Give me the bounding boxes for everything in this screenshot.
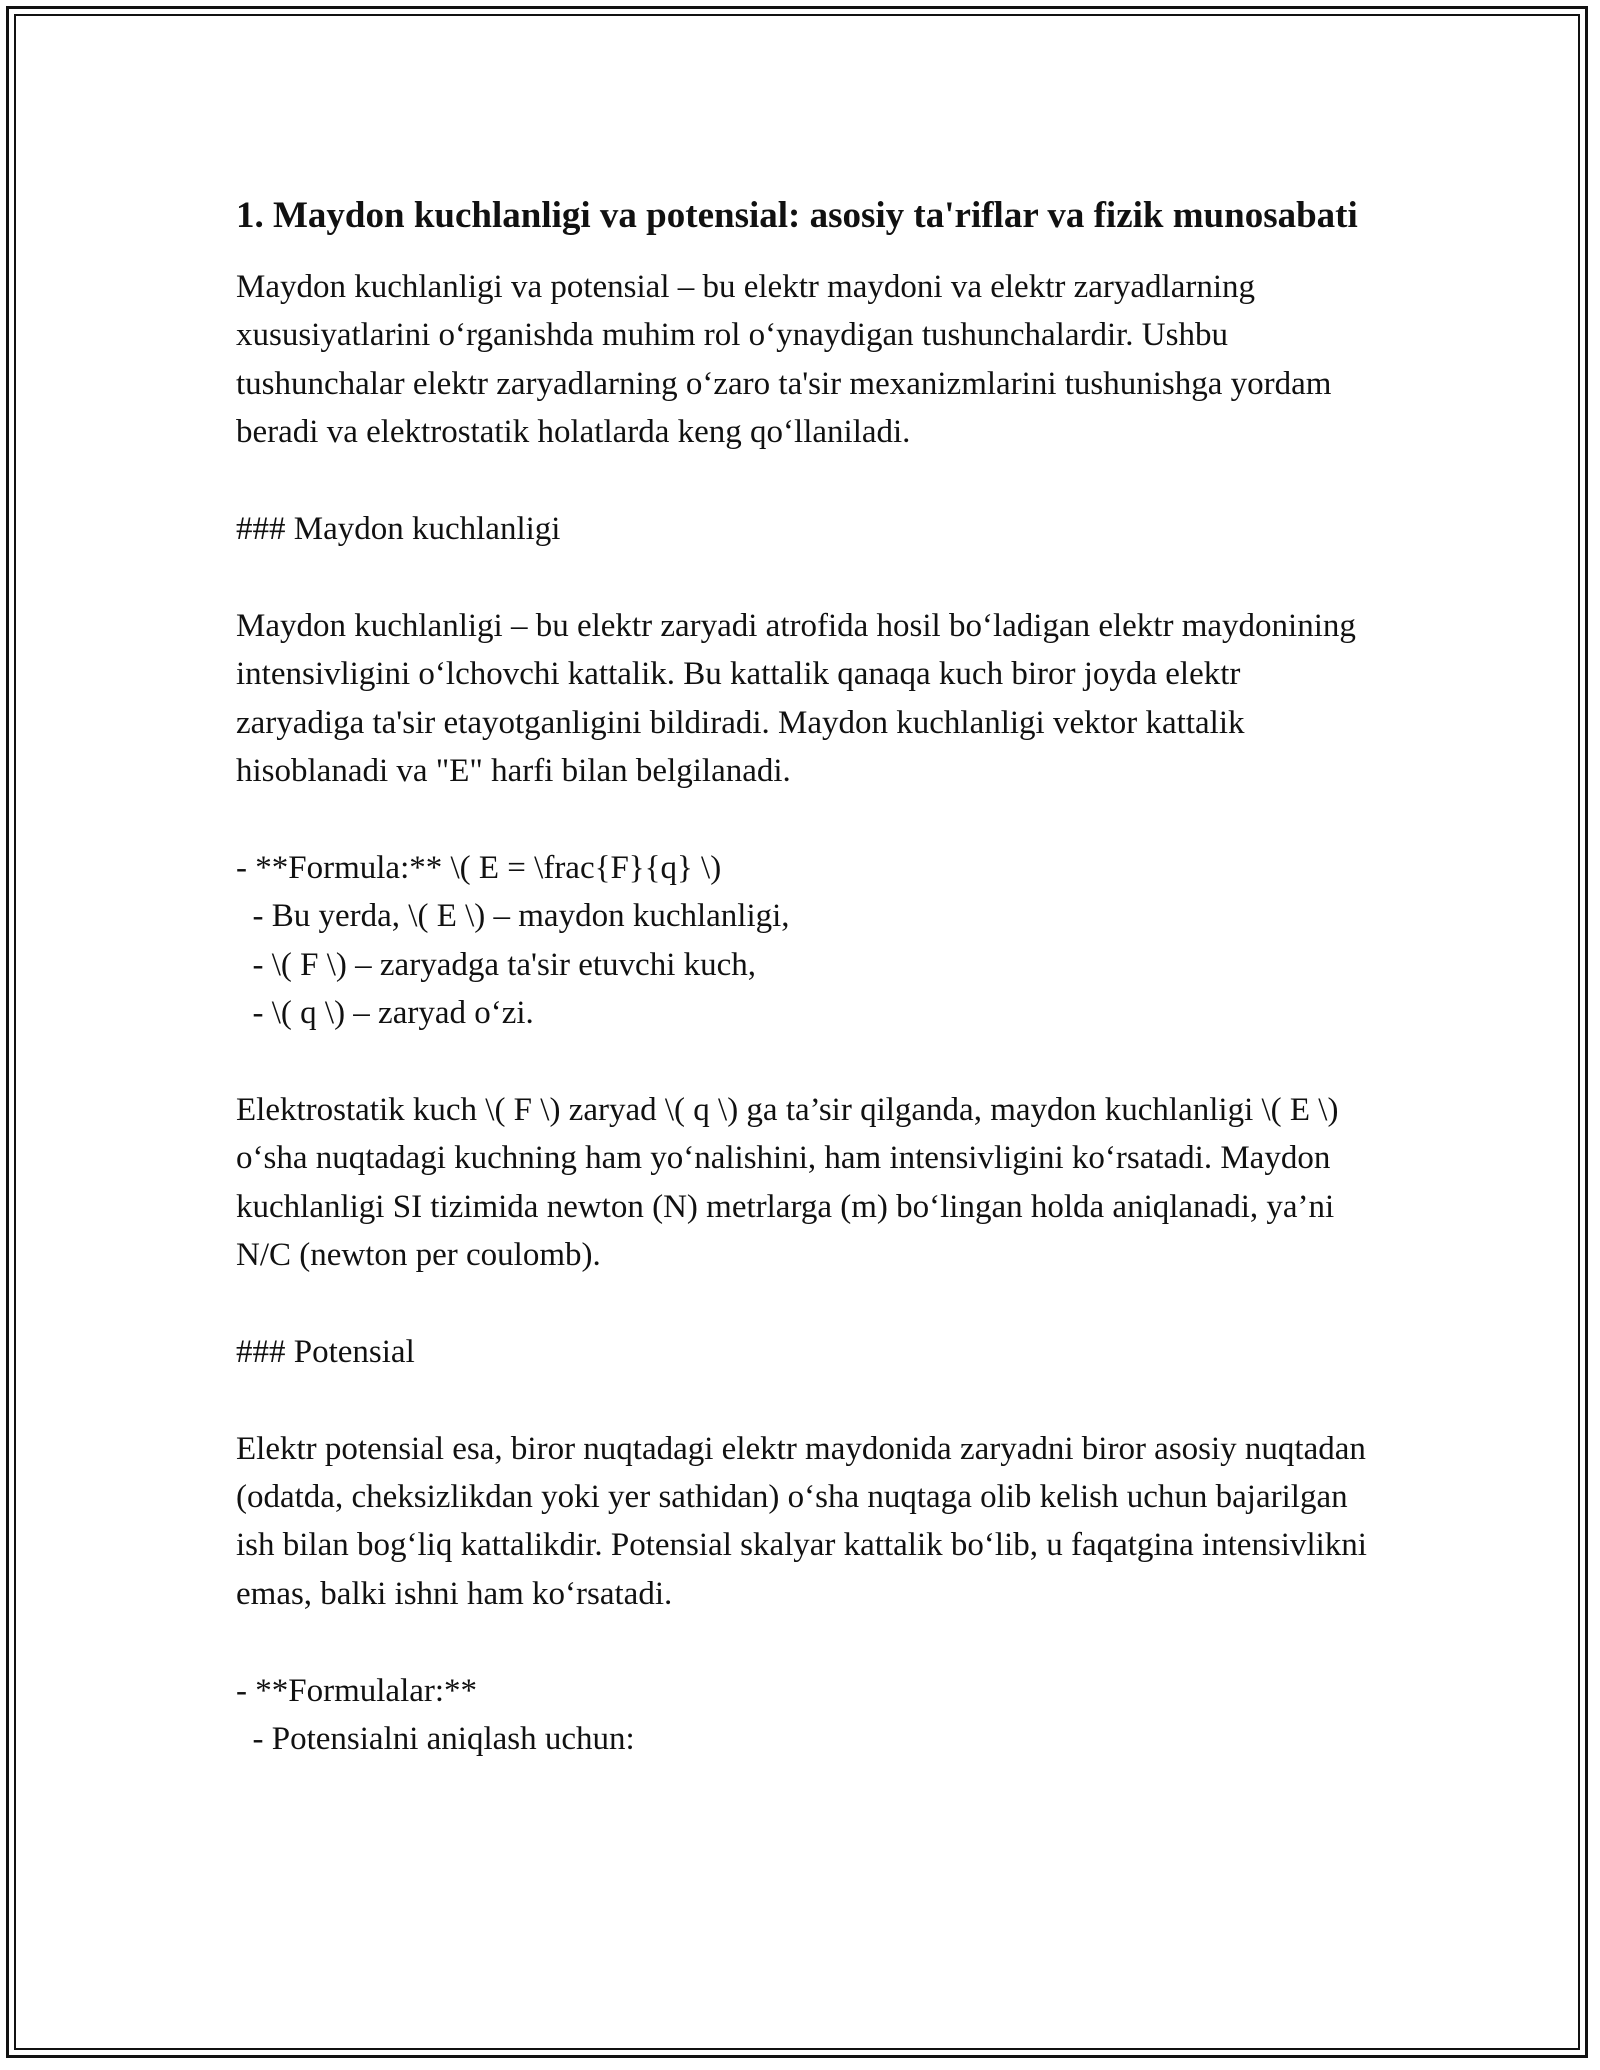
potential-paragraph: Elektr potensial esa, biror nuqtadagi elektr maydonida zaryadni biror asosiy nuqtadan (odatda, cheksizlikdan yoki yer sathidan) o‘sha nuqtaga olib kelish uchun bajarilgan ish bilan bog‘liq kattalikdir. Potensial skalyar kattalik bo‘lib, u faqatgina intensivlikni emas, balki ishni ham ko‘rsatadi.	[236, 1430, 1376, 1612]
electrostatic-force-paragraph: Elektrostatik kuch \( F \) zaryad \( q \) ga ta’sir qilganda, maydon kuchlanligi \( E \) o‘sha nuqtadagi kuchning ham yo‘nalishini, ham intensivligini ko‘rsatadi. Maydon kuchlanligi SI tizimida newton (N) metrlarga (m) bo‘lingan holda aniqlanadi, ya’ni N/C (newton per coulomb).	[236, 1091, 1347, 1274]
document-body	[236, 188, 1376, 1763]
paragraph-gap	[236, 553, 1376, 601]
intro-paragraph: Maydon kuchlanligi va potensial – bu elektr maydoni va elektr zaryadlarning xususiyatlarini o‘rganishda muhim rol o‘ynaydigan tushunchalardir. Ushbu tushunchalar elektr zaryadlarning o‘zaro ta'sir mexanizmlarini tushunishga yordam beradi va elektrostatik holatlarda keng qo‘llaniladi.	[236, 269, 1340, 451]
paragraph-gap	[236, 457, 1376, 505]
page-title: 1. Maydon kuchlanligi va potensial: asosiy ta'riflar va fizik munosabati	[236, 195, 1358, 236]
field-strength-formula-list: - **Formula:** \( E = \frac{F}{q} \) - Bu yerda, \( E \) – maydon kuchlanligi, - \( F \) – zaryadga ta'sir etuvchi kuch, - \( q \) – zaryad o‘zi.	[236, 849, 790, 1032]
paragraph-gap	[236, 795, 1376, 843]
section-heading-maydon-kuchlanligi: ### Maydon kuchlanligi	[236, 511, 561, 548]
paragraph-gap	[236, 1618, 1376, 1666]
potential-formulas-list: - **Formulalar:** - Potensialni aniqlash uchun:	[236, 1672, 635, 1758]
paragraph-gap	[236, 1279, 1376, 1327]
section-heading-potensial: ### Potensial	[236, 1333, 415, 1370]
field-strength-paragraph: Maydon kuchlanligi – bu elektr zaryadi atrofida hosil bo‘ladigan elektr maydonining intensivligini o‘lchovchi kattalik. Bu kattalik qanaqa kuch biror joyda elektr zaryadiga ta'sir etayotganligini bildiradi. Maydon kuchlanligi vektor kattalik hisoblanadi va "E" harfi bilan belgilanadi.	[236, 607, 1365, 790]
paragraph-gap	[236, 1376, 1376, 1424]
paragraph-gap	[236, 1037, 1376, 1085]
